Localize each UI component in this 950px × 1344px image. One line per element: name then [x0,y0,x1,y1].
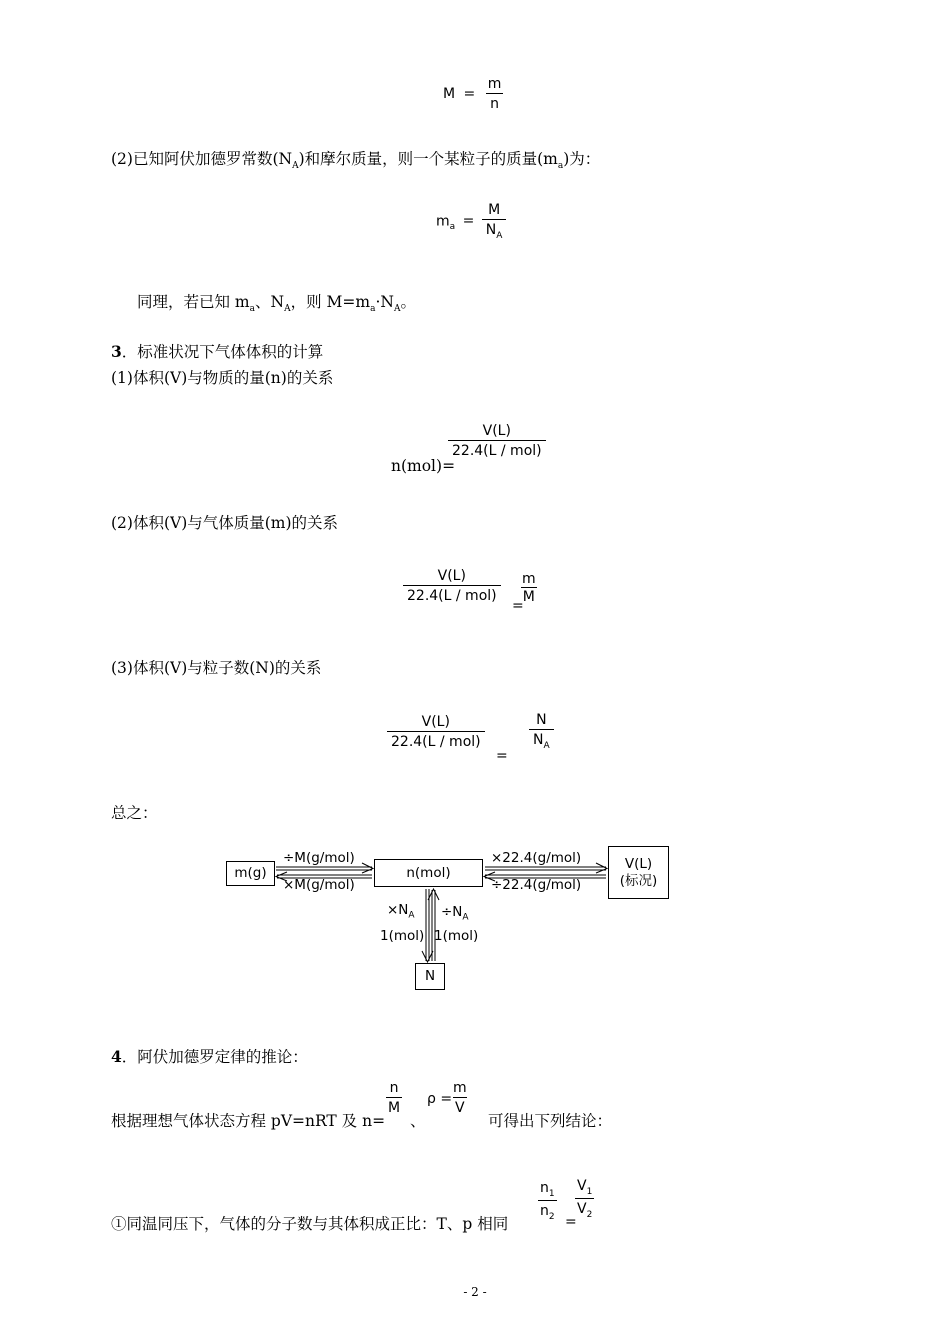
equals-sign: = [463,86,476,102]
fraction-v1-over-v2 [575,1178,594,1220]
text-part: 、N [255,293,285,311]
text-part: 同理，若已知 m [137,293,250,311]
label-divide-na [441,904,469,923]
numerator: V(L) [421,714,450,730]
num-text: n [540,1180,549,1196]
fraction [538,1180,557,1222]
numerator: m [487,76,502,92]
label-text: ×N [387,902,409,918]
label-left-1mol: 1(mol) [380,928,425,944]
arrow-N-to-n [428,889,439,961]
denominator: 22.4(L / mol) [448,440,546,459]
subscript: 1 [548,1188,555,1199]
den-text: n [540,1202,549,1219]
den-text: N [485,222,497,238]
subscript: A [284,304,291,315]
formula-lhs: M [443,86,456,102]
formula-n-lhs: n(mol)= [391,457,456,475]
numerator [538,1180,557,1200]
s4-separator: 、 [410,1112,426,1130]
subscript: a [557,161,564,172]
numerator: N [536,712,547,728]
page-number: - 2 - [463,1285,487,1299]
subscript: A [543,740,550,751]
den-text: N [533,732,544,748]
box-label: N [424,968,436,984]
equals-sign: = [496,748,508,764]
box-label-line1: V(L) [624,855,653,872]
text-part: 。 [400,293,416,311]
subscript: a [249,304,256,315]
label-multiply-na [387,902,415,921]
subscript: A [292,161,299,172]
formula-lhs: m [436,213,450,230]
denominator: n [486,93,503,112]
denominator: V [453,1097,467,1116]
numerator: m [522,571,536,587]
subscript: A [462,912,469,923]
numerator: m [453,1080,467,1096]
section-title: ．阿伏加德罗定律的推论： [121,1048,308,1066]
subscript: a [449,222,456,233]
subscript: 1 [586,1186,593,1197]
label-right-1mol: 1(mol) [434,928,479,944]
fraction [575,1178,594,1220]
denominator [575,1198,594,1220]
denominator: 22.4(L / mol) [387,731,485,750]
section-number: 4 [111,1047,122,1066]
denominator: 22.4(L / mol) [403,585,501,604]
s4-line-post: 可得出下列结论： [488,1112,613,1130]
label-divide-m: ÷M(g/mol) [283,850,355,866]
num-text: V [577,1178,587,1194]
label-divide-224: ÷22.4(g/mol) [491,877,582,893]
den-text: V [577,1200,587,1217]
denominator [538,1200,557,1222]
arrow-n-to-N [422,889,433,962]
box-label-line2: (标况) [619,872,658,889]
numerator [575,1178,594,1198]
section-number: 3 [111,342,122,361]
s4-line-pre: 根据理想气体状态方程 pV=nRT 及 n= [111,1112,386,1130]
text-part: )为： [563,150,601,168]
numerator: M [488,202,501,218]
numerator: n [389,1080,399,1096]
text-part: )和摩尔质量，则一个某粒子的质量(m [298,150,558,168]
subscript: 2 [548,1211,555,1222]
subsection-3-3: (3)体积(V)与粒子数(N)的关系 [111,659,322,677]
fraction [386,1080,402,1116]
label-text: ÷N [441,904,463,920]
text-part: (2)已知阿伏加德罗常数(N [111,150,293,168]
fraction-m-over-v [451,1080,469,1116]
subscript: 2 [586,1209,593,1220]
fraction-n1-over-n2 [538,1180,557,1222]
section-title: ．标准状况下气体体积的计算 [121,343,324,361]
subsection-3-2: (2)体积(V)与气体质量(m)的关系 [111,514,339,532]
numerator: V(L) [482,423,511,439]
denominator: M [522,589,535,605]
s4-item1-text: ①同温同压下，气体的分子数与其体积成正比：T、p 相同 [111,1215,509,1233]
equals-sign: = [512,598,524,614]
label-multiply-224: ×22.4(g/mol) [491,850,582,866]
subscript: A [393,304,401,315]
equals-sign: = [462,213,475,230]
text-part: ·N [375,293,394,311]
equals-sign: = [565,1214,577,1230]
text-part: ，则 M=m [290,293,371,311]
subscript: A [408,910,415,921]
subscript: A [496,230,503,241]
fraction [451,1080,469,1116]
summary-label: 总之： [111,804,158,822]
subscript: a [370,304,376,315]
subsection-3-1: (1)体积(V)与物质的量(n)的关系 [111,369,334,387]
fraction-n-over-m [386,1080,402,1116]
section-4-heading [111,1048,308,1066]
box-label: n(mol) [406,864,451,881]
rho-symbol: ρ = [427,1091,453,1107]
denominator: M [386,1097,402,1116]
label-multiply-m: ×M(g/mol) [283,877,355,893]
box-label: m(g) [234,865,267,881]
numerator: V(L) [437,568,466,584]
